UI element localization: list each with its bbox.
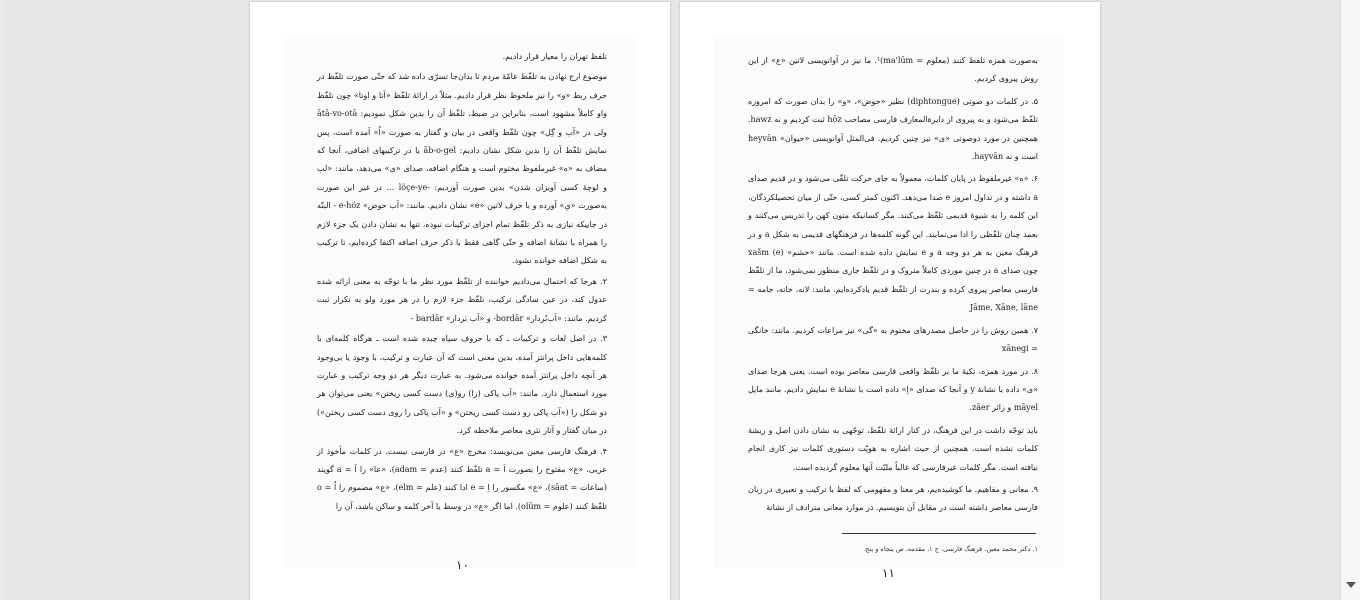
paragraph: ۶. «ه» غیرملفوظ در پایان کلمات، معمولاً به جای حرکت تلقّی می‌شود و در قدیم صدای a داشته و در تداول امروز e صدا می‌دهد. اکنون کمتر کسی، حتّی از میان تحصیلکردگان، این کلمه را به شیوهٔ قدیمی تلفّظ می‌کنند. مگر کسانیکه متون کهن را تدریس می‌کنند و بعمد چنان تلفّظی را ادا می‌نمایند. این گونه کلمه‌ها در فرهنگهای قدیمی به شکل a و در فرهنگ معین به هر دو وجه a و e نمایش داده شده است. مانند «خشم» xašm (e) چون صدای a در چنین موردی کاملاً متروک و در تلفّظ جاری منظور نمی‌شود، ما از تلفّظ فارسی معاصر پیروی کرده و بندرت از تلفّظ قدیم یادکرده‌ایم. مانند: لانه، خانه، جامه = Jāme, Xāne, lāne bbox=[748, 174, 1039, 313]
scrollbar-thumb[interactable] bbox=[1346, 0, 1356, 80]
paragraph: ۵. در کلمات دو صوتی (diphtongue) نظیر «حوض»، «و» را بدان صورت که امروزه تلفّظ می‌شود و به پیروی از دایرةالمعارف فارسی مصاحب hōz ثبت کردیم و نه hawz. همچنین در مورد دوصوتی «ی» نیز چنین کردیم. فی‌المثل آوانویسی «حیوان» heyvān است و نه hayvān. bbox=[748, 96, 1038, 162]
paragraph: ۷. همین روش را در حاصل مصدرهای مختوم به «گی» نیز مراعات کردیم. مانند: خانگی = xānegi bbox=[748, 325, 1038, 354]
paragraph: موضوع ارج نهادن به تلفّظ عامّهٔ مردم تا بدان‌جا تسرّی داده شد که حتّی صورت تلفّظ در حرف ربط «و» را نیز ملحوظ نظر قرار دادیم. مثلاً در ارائهٔ تلفّظ «آتا و اوتا» چون تلفّظ واو کاملاً مشهود است، بنابراین در ضبط، تلفّظ آن را بدین شکل نمودیم: ātā-vo-otā ولی در «آب و گِل» چون تلفّظ واقعی در بیان و گفتار به صورت «اُ» آمده است، پس نمایش تلفّظ آن را بدین شکل نشان دادیم: āb-o-gel یا در ترکیبهای اضافی، آنجا که مضاف به «ه» غیرملفوظ مختوم است و هنگام اضافه، صدای «ی» می‌دهد، مانند: «لب و لوچهٔ کسی آویزان شدن» بدین صورت آوردیم: -löçe-ye ... در غیر این صورت به‌صورت «یِ» آورده و با حرف لاتین «e» نشان دادیم. مانند: «آب حوض» e-höz - البتّه در جاییکه نیازی به ذکر تلفّظ تمام اجزای ترکیبات نبوده، تنها به نشان دادن یک جزء لازم را همراه با نشانهٔ اضافه و حتّی گاهی فقط با ذکر حرف اضافه اکتفا کرده‌ایم، تا ترکیب به شکل اضافه خوانده نشود. bbox=[317, 72, 608, 266]
page-right bbox=[680, 2, 1100, 600]
scanned-page-area bbox=[714, 38, 1064, 580]
footnote-divider bbox=[842, 533, 1036, 534]
vertical-scrollbar[interactable] bbox=[1340, 0, 1360, 600]
page-body-text bbox=[317, 48, 607, 516]
page-body-text bbox=[748, 52, 1038, 518]
page-left bbox=[250, 2, 670, 600]
paragraph: ۸. در مورد همزه، تکیهٔ ما بر تلفّظ واقعی فارسی معاصر بوده است. یعنی هرجا صدای «ی» داده با نشانهٔ y و آنجا که صدای «اِ» داده است با نشانهٔ e نمایش دادیم. مانند مایل māyel و زائر zāer. bbox=[748, 366, 1038, 413]
paragraph: ۳. در اصل لغات و ترکیبات ـ که با حروف سیاه چیده شده است ـ هرگاه کلمه‌ای با کلمه‌هایی داخل پرانتز آمده، بدین معنی است که آن عبارت و ترکیب، با وجود یا بی‌وجود هر آنچه داخل پرانتز آمده خوانده می‌شود. به عبارت دیگر هر دو وجه ترکیب و عبارت مورد استعمال دارد. مانند: «آب پاکی (را) رو(ی) دست کسی ریختن» یعنی می‌توان هر دو شکل را («آب پاکی رو دست کسی ریختن» و «آب پاکی را روی دست کسی ریختن») در میان گفتار و آثار نثری معاصر ملاحظه کرد. bbox=[317, 334, 607, 436]
page-number: ۱۰ bbox=[456, 558, 469, 572]
paragraph: ۲. هرجا که احتمال می‌دادیم خواننده از تلفّظ مورد نظر ما با توجّه به معنی ارائه شده عدول کند، در عین سادگی ترکیب، تلفّظ جزء لازم را در هر مورد ولو به تکرار ثبت کردیم. مانند: «آب‌بُردار» bordār- و «آب بَردار» bardār - bbox=[317, 276, 607, 323]
paragraph: تلفظ تهران را معیار قرار دادیم. bbox=[502, 52, 607, 61]
scanned-page-area bbox=[284, 38, 636, 572]
paragraph: به‌صورت همزه تلفظ کنند (معلوم = ma'lūm)¹. ما نیز در آوانویسی لاتین «ع» از این روش پیروی کردیم. bbox=[748, 56, 1038, 84]
scroll-down-arrow-icon[interactable] bbox=[1346, 582, 1356, 588]
paragraph: باید توجّه داشت در این فرهنگ، در کنار ارائهٔ تلفّظ، توجّهی به نشان دادن اصل و ریشهٔ کلمات نشده است. همچنین از حیث اشاره به هویّت دستوری کلمات نیز کاری انجام نیافته است. مگر کلمات غیرفارسی که غالباً ملیّت آنها معلوم گردیده است. bbox=[748, 425, 1038, 472]
page-number: ۱۱ bbox=[882, 566, 895, 580]
paragraph: ۴. فرهنگ فارسی معین می‌نویسد: مخرج «ع» در فارسی نیست. در کلمات مأخوذ از عربی، «ع» مفتوح را بصورت اَ = a تلفّظ کنند (عدم = adam)، «عا» را آ = a گویند (ساعات = sāat)، «ع» مکسور را اِ = e ادا کنند (علم = elm)، «ع» مضموم را اُ = o تلفّظ کنند (علوم = olūm). اما اگر «ع» در وسط یا آخر کلمه و ساکن باشد، آن را bbox=[317, 446, 608, 511]
footnote: ۱. دکتر محمد معین، فرهنگ فارسی، ج ۱، مقدمه، ص پنجاه و پنج. bbox=[863, 545, 1038, 553]
paragraph: ۹. معانی و مفاهیم. ما کوشیده‌یم، هر معنا و مفهومی که لفظ یا ترکیب و تعبیری در زبان فارسی معاصر داشته است در مقابل آن بنویسیم. در موارد معانی مترادف از نشانهٔ bbox=[748, 484, 1038, 513]
document-viewer bbox=[3, 0, 1341, 600]
